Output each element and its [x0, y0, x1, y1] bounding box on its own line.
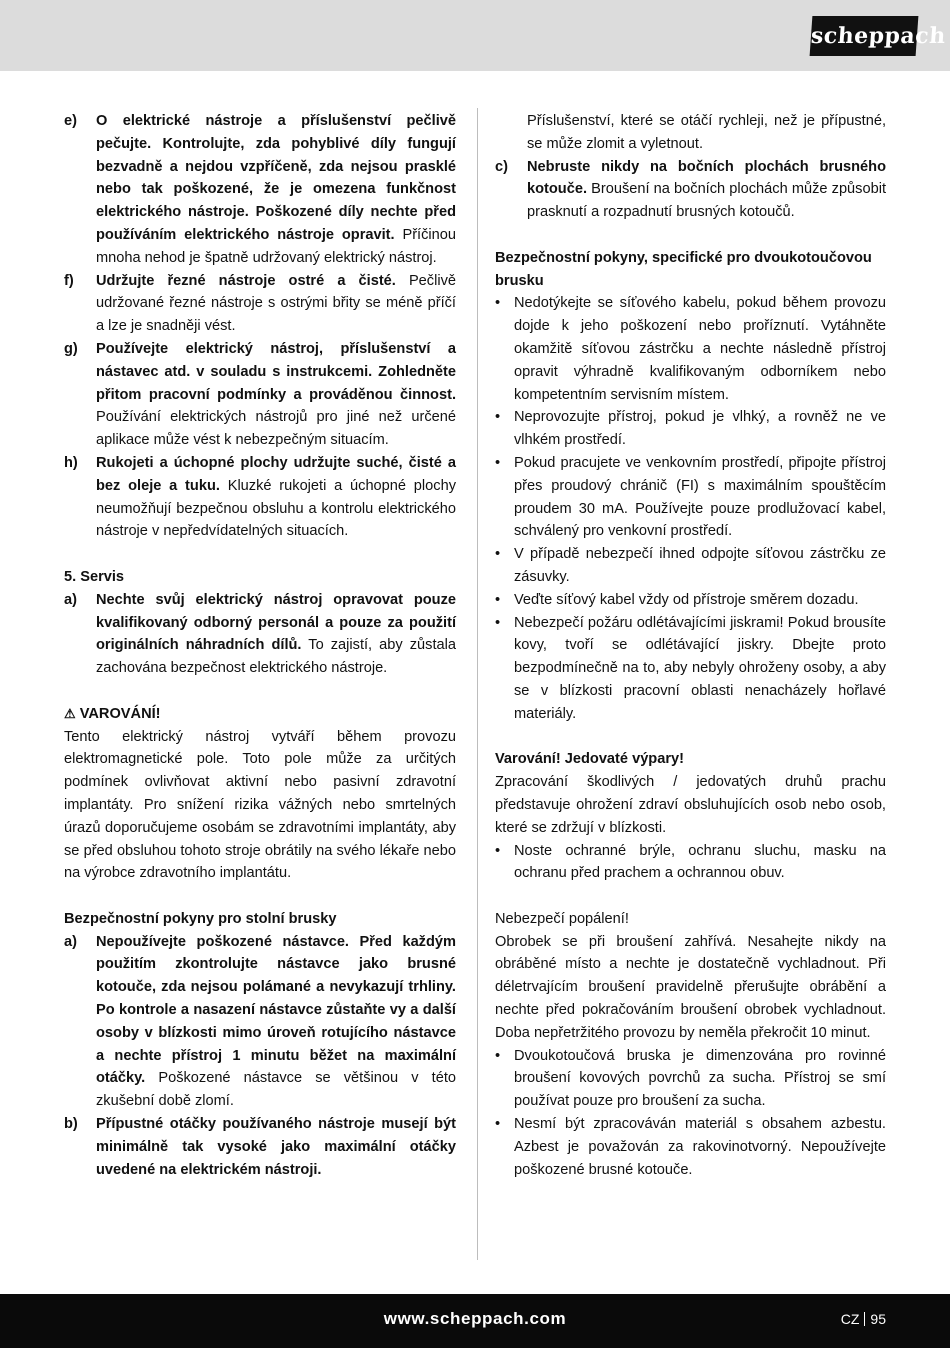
item-text: Poškozené nástavce se většinou v této zkušební době zlomí. [96, 1070, 456, 1110]
item-bold-text: Nepoužívejte poškozené nástavce. Před každým použitím zkontrolujte nástavce jako brusné kotouče, zda nejsou polámané a nevykazují trhliny. Po kontrole a nasazení nástavce zůstaňte vy a další osoby v blízkosti mimo úroveň rotujícího nástavce a nechte přístroj 1 minutu běžet na maximální otáčky. [96, 933, 456, 1087]
right-column [495, 110, 886, 1181]
page-indicator [841, 1311, 886, 1327]
bullet-icon: • [495, 546, 501, 563]
warning-heading [64, 703, 456, 726]
page-footer [0, 1294, 950, 1348]
list-item-f [64, 270, 456, 338]
website-link[interactable]: www.scheppach.com [383, 1309, 567, 1328]
page-number: 95 [870, 1311, 886, 1327]
item-label: b) [64, 1116, 78, 1133]
bullet-item: • Nesmí být zpracováván materiál s obsahem azbestu. Azbest je považován za rakovinotvorný. Nepoužívejte poškozené brusné kotouče. [495, 1113, 886, 1181]
toxic-text: Zpracování škodlivých / jedovatých druhů prachu představuje ohrožení zdraví obsluhujících osob nebo osob, které se zdržují v blízkosti. [495, 774, 886, 836]
list-item-c [495, 156, 886, 224]
item-label: h) [64, 454, 78, 471]
language-code: CZ [840, 1311, 860, 1327]
item-bold-text: Rukojeti a úchopné plochy udržujte suché, čisté a bez oleje a tuku. [96, 454, 456, 494]
section-heading-burn: Nebezpečí popálení! [495, 910, 629, 927]
item-text: Broušení na bočních plochách může způsobit prasknutí a rozpadnutí brusných kotoučů. [527, 181, 886, 221]
item-bold-text: Nechte svůj elektrický nástroj opravovat pouze kvalifikovaný odborný personál a pouze za použití originálních náhradních dílů. [96, 591, 456, 654]
item-text: Pečlivě udržované řezné nástroje s ostrými břity se méně příčí a lze je snadněji vést. [96, 272, 456, 335]
list-item-g [64, 338, 456, 452]
item-label: e) [64, 113, 77, 129]
list-item-e [64, 110, 456, 270]
burn-text: Obrobek se při broušení zahřívá. Nesahejte nikdy na obráběné místo a nechte je dostatečně vychladnout. Při déletrvajícím broušení pravidelně přerušujte obrábění a nechte před pokračováním broušení obrobek vychladnout. Doba nepřetržitého provozu by neměla překročit 10 minut. [495, 933, 886, 1041]
bullet-icon: • [495, 614, 501, 631]
page-separator [864, 1312, 865, 1326]
bullet-item: • Nedotýkejte se síťového kabelu, pokud během provozu dojde k jeho poškození nebo proříznutí. Vytáhněte okamžitě síťovou zástrčku a nechte následně přístroj opravit výhradně kvalifikovaným odborníkem nebo kompetentním servisním místem. [495, 292, 886, 406]
item-text: Příčinou mnoha nehod je špatně udržovaný elektrický nástroj. [96, 226, 456, 266]
item-bold-text: Nebruste nikdy na bočních plochách brusného kotouče. [527, 158, 886, 198]
bullet-icon: • [495, 295, 501, 312]
bullet-item: • Pokud pracujete ve venkovním prostředí, připojte přístroj přes proudový chránič (FI) s maximálním spouštěcím proudem 30 mA. Používejte pouze prodlužovací kabel, schválený pro venkovní prostředí. [495, 452, 886, 543]
bullet-icon: • [495, 454, 501, 471]
bullet-icon: • [495, 842, 501, 859]
item-bold-text: Udržujte řezné nástroje ostré a čisté. [96, 272, 396, 289]
bullet-item: • Nebezpečí požáru odlétávajícími jiskrami! Pokud brousíte kovy, tvoří se odlétávající jiskry. Dbejte proto bezpodmínečně na to, aby nebyly ohroženy osoby, a aby se v blízkosti pracovní oblasti nenacházely hořlavé materiály. [495, 612, 886, 726]
bullet-item: • Neprovozujte přístroj, pokud je vlhký, a rovněž ne ve vlhkém prostředí. [495, 406, 886, 452]
bullet-icon: • [495, 1047, 501, 1064]
section-heading-double-grinder: Bezpečnostní pokyny, specifické pro dvoukotoučovou brusku [495, 249, 872, 289]
bullet-item: • Veďte síťový kabel vždy od přístroje směrem dozadu. [495, 589, 886, 612]
list-item-bench-b [64, 1113, 456, 1181]
item-bold-text: Používejte elektrický nástroj, příslušenství a nástavec atd. v souladu s instrukcemi. Zohledněte přitom pracovní podmínky a prováděnou činnost. [96, 340, 456, 403]
bullet-icon: • [495, 409, 501, 426]
warning-heading-text: VAROVÁNÍ! [79, 705, 161, 722]
item-text: Kluzké rukojeti a úchopné plochy neumožňují bezpečnou obsluhu a kontrolu elektrického nástroje v nepředvídatelných situacích. [96, 477, 456, 540]
item-label: c) [495, 158, 508, 175]
double-grinder-bullets [495, 292, 886, 725]
item-bold-text: Přípustné otáčky používaného nástroje musejí být minimálně tak vysoké jako maximální otáčky uvedené na elektrickém nástroji. [96, 1116, 456, 1178]
warning-icon: ⚠ [64, 705, 76, 721]
section-heading-bench: Bezpečnostní pokyny pro stolní brusky [64, 910, 337, 927]
item-text: To zajistí, aby zůstala zachována bezpečnost elektrického nástroje. [96, 637, 457, 677]
column-divider [477, 108, 478, 1260]
list-item-servis-a [64, 589, 456, 680]
list-item-bench-b-continued: Příslušenství, které se otáčí rychleji, než je přípustné, se může zlomit a vyletnout. [527, 113, 886, 152]
section-heading-toxic: Varování! Jedovaté výpary! [495, 751, 684, 768]
page-header [0, 0, 950, 71]
item-text: Používání elektrických nástrojů pro jiné než určené aplikace může vést k nebezpečným situacím. [96, 409, 456, 449]
warning-text: Tento elektrický nástroj vytváří během provozu elektromagnetické pole. Toto pole může za určitých podmínek ovlivňovat aktivní nebo pasivní zdravotní implantáty. Pro snížení rizika vážných nebo smrtelných úrazů doporučujeme osobám se zdravotními implantáty, aby se před obsluhou tohoto stroje obrátily na svého lékaře nebo na výrobce zdravotního implantátu. [64, 728, 456, 882]
brand-logo: scheppach [810, 16, 919, 56]
item-label: g) [64, 340, 78, 357]
item-label: a) [64, 933, 77, 950]
item-label: a) [64, 591, 77, 608]
section-heading-servis: 5. Servis [64, 568, 125, 585]
bullet-item: • V případě nebezpečí ihned odpojte síťovou zástrčku ze zásuvky. [495, 543, 886, 589]
item-bold-text: O elektrické nástroje a příslušenství pečlivě pečujte. Kontrolujte, zda pohyblivé díly fungují bezvadně a nejdou vzpříčeně, zda nejsou prasklé nebo tak poškozené, že je omezena funkčnost elektrického nástroje. Poškozené díly nechte před používáním elektrického nástroje opravit. [96, 113, 456, 243]
bullet-item: • Dvoukotoučová bruska je dimenzována pro rovinné broušení kovových povrchů za sucha. Přístroj se smí používat pouze pro broušení za sucha. [495, 1045, 886, 1113]
item-label: f) [64, 272, 74, 289]
left-column [64, 110, 456, 1181]
bullet-icon: • [495, 591, 501, 608]
list-item-h [64, 452, 456, 543]
bullet-item: • Noste ochranné brýle, ochranu sluchu, masku na ochranu před prachem a ochrannou obuv. [495, 840, 886, 886]
list-item-bench-a [64, 931, 456, 1113]
bullet-icon: • [495, 1116, 501, 1133]
